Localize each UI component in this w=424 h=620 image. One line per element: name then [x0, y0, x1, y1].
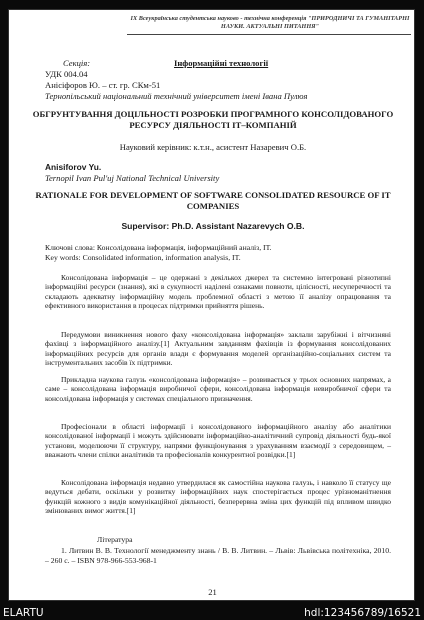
repository-footer [0, 606, 424, 620]
section-label: Секція: [63, 58, 91, 68]
supervisor-ua: Науковий керівник: к.т.н., асистент Назаревич О.Б. [119, 142, 307, 152]
body-paragraph: Професіонали в області інформації і консолідованого інформаційного аналізу або аналітики консолідованої інформації і можуть здійснювати інформаційно-аналітичний супровід діяльності будь-якої установи, моделюючи її структуру, напрями функціонування з урахуванням взаємодії з середовищем, – вважають члени спілки аналітиків та професіоналів конкурентної розвідки.[1] [45, 422, 391, 460]
udk-code: УДК 004.04 [45, 69, 88, 79]
body-paragraph: Консолідована інформація – це одержані з декількох джерел та системно інтегровані різнотипні інформаційні ресурси (знання), які в сукупності наділені ознаками повноти, цілісності, несуперечності та складають адекватну інформаційну модель проблемної області з метою її аналізу опрацювання та ефективного використання в процесах підтримки прийняття рішень. [45, 273, 391, 311]
body-paragraph: Консолідована інформація недавно утвердилася як самостійна наукова галузь, і навколо її статусу ще ведуться дебати, оскільки у розвитку інформаційних наук спостерігається процес урізноманітнення функцій кожного з видів комунікаційної діяльності, безперервна зміна цих функцій під впливом швидко змінюваних вимог життя.[1] [45, 478, 391, 516]
section-value: Інформаційні технології [174, 58, 269, 68]
affiliation-en: Ternopil Ivan Pul'uj National Technical University [45, 173, 220, 183]
footer-handle: hdl:123456789/16521 [304, 607, 421, 619]
body-paragraph: Передумови виникнення нового фаху «консолідована інформація» заклали зарубіжні і вітчизняні фахівці з інформаційного аналізу.[1] Актуальним завданням фахівців із формування консолідованих інформаційних ресурсів для органів влади є формування моделей організаційно-соціальних систем та інструментальних засобів їх підтримки. [45, 330, 391, 368]
title-en: RATIONALE FOR DEVELOPMENT OF SOFTWARE CONSOLIDATED RESOURCE OF IT COMPANIES [35, 190, 391, 211]
affiliation-ua: Тернопільський національний технічний університет імені Івана Пулюя [45, 91, 308, 101]
footer-repository-name: ELARTU [3, 607, 44, 619]
supervisor-en: Supervisor: Ph.D. Assistant Nazarevych O.B. [121, 221, 305, 231]
reference-item: 1. Литвин В. В. Технології менеджменту знань / В. В. Литвин. – Львів: Львівська політехніка, 2010. – 260 с. – ISBN 978-966-553-968-1 [45, 546, 391, 565]
body-paragraph: Прикладна наукова галузь «консолідована інформація» – розвивається у трьох основних напрямах, а саме – консолідована інформація виробничої сфери, консолідована інформація невиробничої сфери та консолідована інформація у системах спеціального призначення. [45, 375, 391, 403]
conference-header: IX Всеукраїнська студентська науково - технічна конференція "ПРИРОДНИЧІ ТА ГУМАНІТАРНІ НАУКИ. АКТУАЛЬНІ ПИТАННЯ" [130, 15, 410, 30]
header-rule [127, 34, 411, 35]
keywords-en: Key words: Consolidated information, information analysis, IT. [45, 253, 241, 262]
title-ua: ОБГРУНТУВАННЯ ДОЦІЛЬНОСТІ РОЗРОБКИ ПРОГРАМНОГО КОНСОЛІДОВАНОГО РЕСУРСУ ДІЯЛЬНОСТІ ІТ–КОМПАНІЙ [32, 109, 394, 130]
literature-heading: Література [97, 535, 133, 544]
page-number: 21 [208, 587, 217, 597]
author-en: Anisiforov Yu. [45, 162, 102, 172]
keywords-ua: Ключові слова: Консолідована інформація, інформаційний аналіз, ІТ. [45, 243, 272, 252]
author-ua: Анісіфоров Ю. – ст. гр. СКм-51 [45, 80, 161, 90]
paper-page [8, 9, 415, 601]
